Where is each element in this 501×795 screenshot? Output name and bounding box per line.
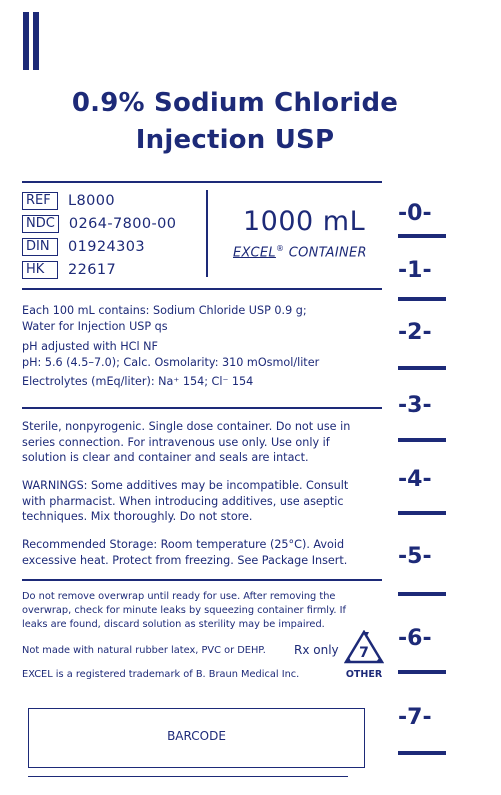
container-word: CONTAINER <box>288 245 367 261</box>
code-row-din <box>22 237 145 257</box>
code-row-hk <box>22 260 116 280</box>
graduation-tick <box>398 751 446 755</box>
trademark-statement: EXCEL is a registered trademark of B. Braun Medical Inc. <box>22 669 300 680</box>
code-label: REF <box>22 192 58 210</box>
graduation-tick <box>398 366 446 370</box>
product-title-line1: 0.9% Sodium Chloride <box>71 88 399 118</box>
graduation-label-0: -0- <box>398 201 432 226</box>
composition-line: Water for Injection USP qs <box>22 319 168 333</box>
code-value: 0264-7800-00 <box>68 216 177 232</box>
composition-line: Each 100 mL contains: Sodium Chloride USP 0.9 g; <box>22 304 307 317</box>
overwrap-line: overwrap, check for minute leaks by squeezing container firmly. If <box>22 605 346 616</box>
latex-statement: Not made with natural rubber latex, PVC or DEHP. <box>22 645 266 656</box>
graduation-label-2: -2- <box>398 320 432 345</box>
divider <box>22 181 382 183</box>
graduation-tick <box>398 438 446 442</box>
code-row-ndc <box>22 214 176 234</box>
graduation-label-1: -1- <box>398 258 432 283</box>
vertical-divider <box>206 190 208 277</box>
volume: 1000 mL <box>243 206 366 237</box>
code-label: NDC <box>22 215 59 233</box>
top-bar-mark <box>23 12 29 70</box>
storage-block <box>22 537 372 568</box>
container-label <box>233 244 367 260</box>
electrolytes-line: Electrolytes (mEq/liter): Na⁺ 154; Cl⁻ 154 <box>22 375 254 388</box>
warnings-line: techniques. Mix thoroughly. Do not store. <box>22 510 253 523</box>
bottom-rule <box>28 776 348 777</box>
usage-line: solution is clear and container and seals are intact. <box>22 451 309 464</box>
graduation-tick <box>398 511 446 515</box>
code-label: DIN <box>22 238 58 256</box>
divider <box>22 288 382 290</box>
graduation-label-6: -6- <box>398 626 432 651</box>
container-brand: EXCEL <box>233 245 276 261</box>
rx-only: Rx only <box>294 643 339 657</box>
graduation-tick <box>398 234 446 238</box>
barcode-label: BARCODE <box>167 729 226 743</box>
warnings-line: WARNINGS: Some additives may be incompatible. Consult <box>22 479 349 492</box>
overwrap-block <box>22 590 382 632</box>
usage-line: series connection. For intravenous use only. Use only if <box>22 435 330 449</box>
divider <box>22 407 382 409</box>
code-row-ref <box>22 191 115 211</box>
recycle-label: OTHER <box>345 669 383 680</box>
graduation-tick <box>398 670 446 674</box>
usage-block <box>22 419 372 466</box>
graduation-label-7: -7- <box>398 705 432 730</box>
code-value: 01924303 <box>68 239 146 255</box>
top-bar-mark <box>33 12 39 70</box>
composition-block <box>22 303 372 390</box>
storage-line: excessive heat. Protect from freezing. See Package Insert. <box>22 553 348 567</box>
warnings-line: with pharmacist. When introducing additives, use aseptic <box>22 494 344 508</box>
code-value: L8000 <box>68 193 115 209</box>
registered-mark: ® <box>275 244 285 253</box>
graduation-label-3: -3- <box>398 393 432 418</box>
divider <box>22 579 382 581</box>
overwrap-line: leaks are found, discard solution as sterility may be impaired. <box>22 619 325 630</box>
recycle-triangle-icon <box>344 630 384 678</box>
graduation-tick <box>398 592 446 596</box>
graduation-label-5: -5- <box>398 544 432 569</box>
recycle-number: 7 <box>359 645 369 661</box>
product-title-line2: Injection USP <box>135 125 335 155</box>
graduation-tick <box>398 297 446 301</box>
graduation-label-4: -4- <box>398 467 432 492</box>
warnings-block <box>22 478 372 525</box>
composition-line: pH: 5.6 (4.5–7.0); Calc. Osmolarity: 310 mOsmol/liter <box>22 355 320 369</box>
usage-line: Sterile, nonpyrogenic. Single dose container. Do not use in <box>22 420 351 433</box>
code-value: 22617 <box>68 262 117 278</box>
storage-line: Recommended Storage: Room temperature (25°C). Avoid <box>22 538 345 551</box>
composition-line: pH adjusted with HCl NF <box>22 340 158 353</box>
barcode-box <box>28 708 365 768</box>
overwrap-line: Do not remove overwrap until ready for use. After removing the <box>22 591 336 602</box>
code-label: HK <box>22 261 58 279</box>
